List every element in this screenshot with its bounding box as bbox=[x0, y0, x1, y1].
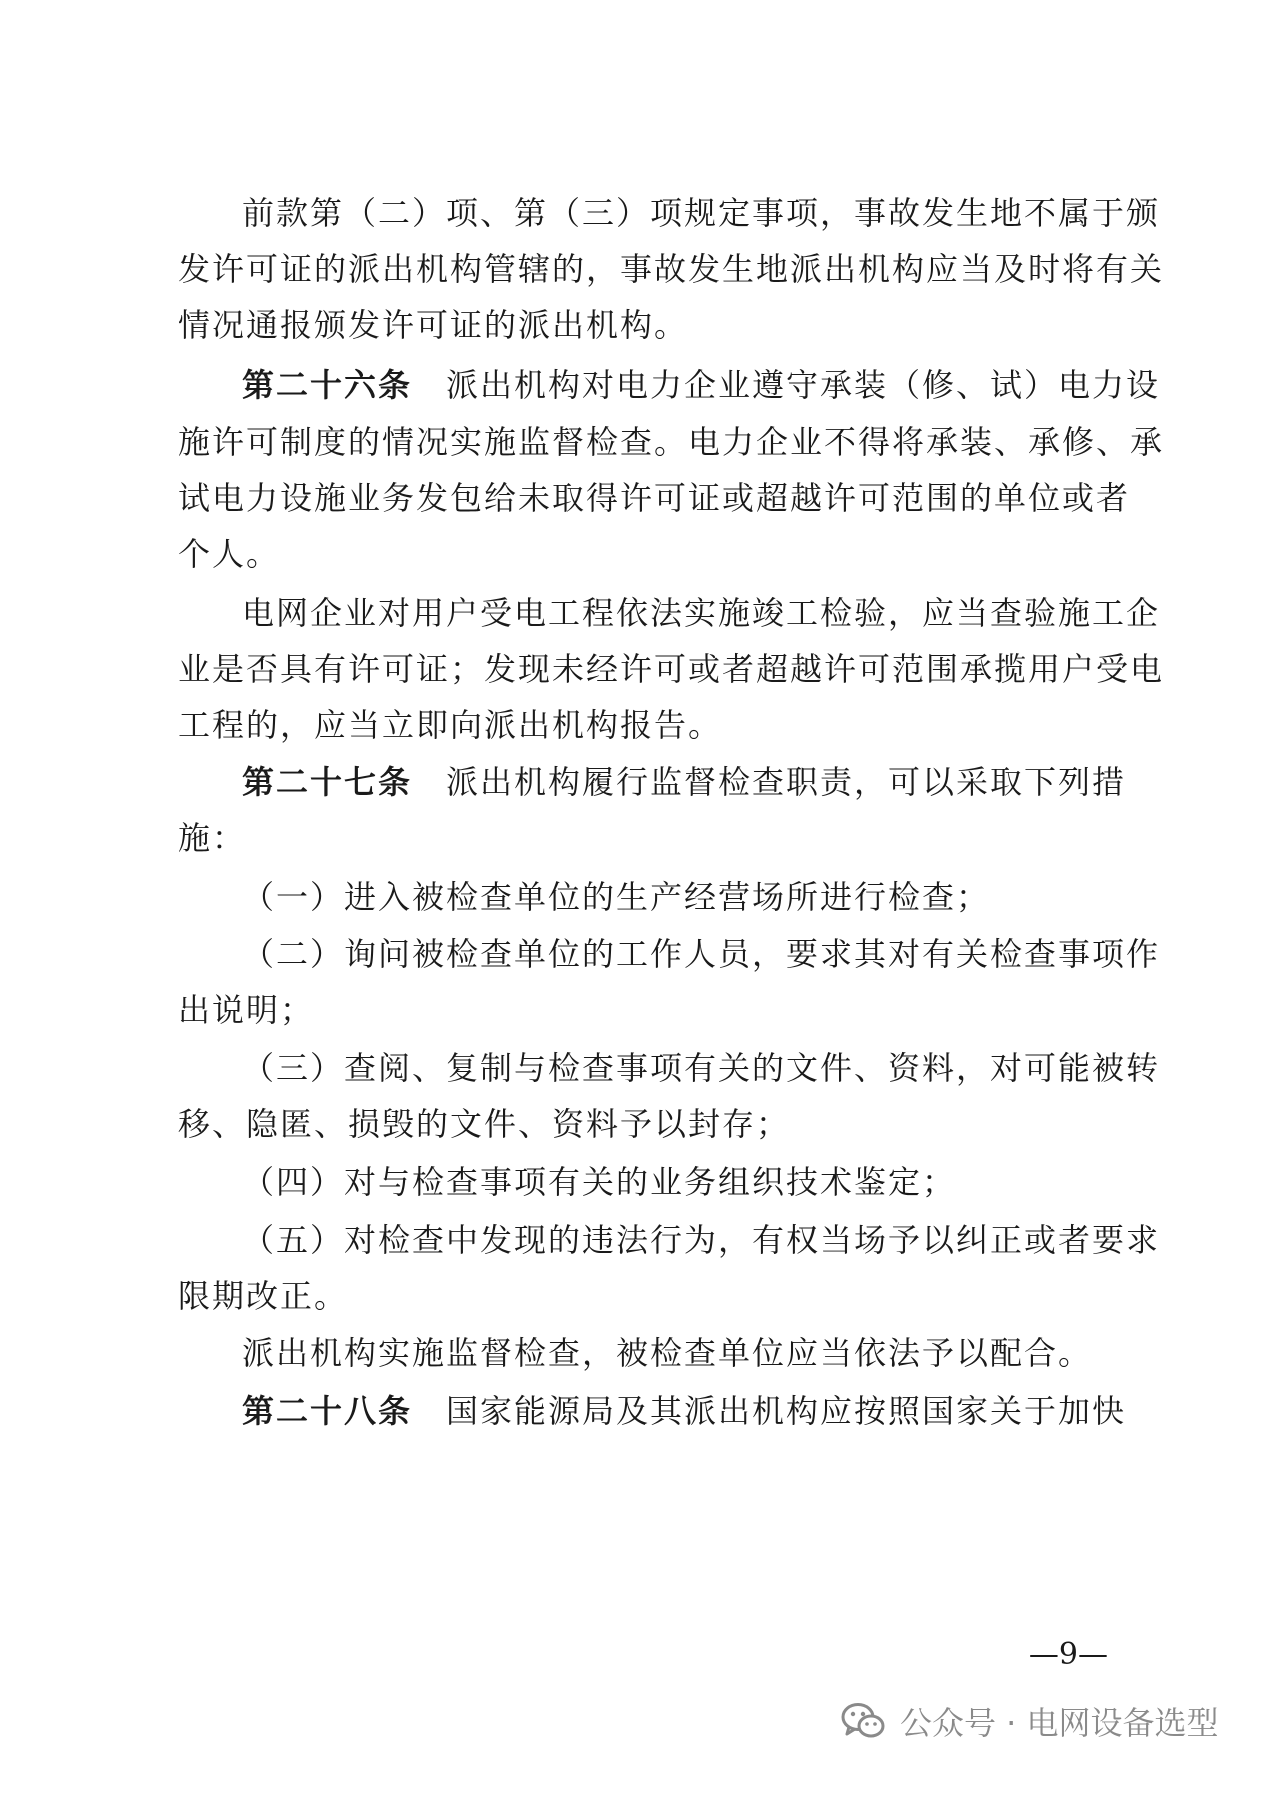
paragraph-line: 情况通报颁发许可证的派出机构。 bbox=[178, 306, 689, 344]
article-27-first-line: 第二十七条 派出机构履行监督检查职责，可以采取下列措 bbox=[242, 763, 1127, 801]
article-heading: 第二十六条 bbox=[242, 366, 413, 404]
article-heading: 第二十八条 bbox=[242, 1392, 413, 1430]
list-item: （三）查阅、复制与检查事项有关的文件、资料，对可能被转 bbox=[242, 1049, 1161, 1087]
paragraph-line: 试电力设施业务发包给未取得许可证或超越许可范围的单位或者 bbox=[178, 479, 1131, 517]
watermark-text: 公众号 · 电网设备选型 bbox=[900, 1704, 1219, 1742]
watermark bbox=[840, 1693, 1250, 1749]
list-item: （四）对与检查事项有关的业务组织技术鉴定； bbox=[242, 1163, 957, 1201]
paragraph-line: 个人。 bbox=[178, 535, 281, 573]
paragraph-line: 出说明； bbox=[178, 991, 315, 1029]
article-26-first-line: 第二十六条 派出机构对电力企业遵守承装（修、试）电力设 bbox=[242, 366, 1161, 404]
article-28-first-line: 第二十八条 国家能源局及其派出机构应按照国家关于加快 bbox=[242, 1392, 1127, 1430]
paragraph-line: 限期改正。 bbox=[178, 1277, 349, 1315]
paragraph-line: 业是否具有许可证；发现未经许可或者超越许可范围承揽用户受电 bbox=[178, 650, 1165, 688]
paragraph-line: 工程的，应当立即向派出机构报告。 bbox=[178, 706, 723, 744]
article-heading: 第二十七条 bbox=[242, 763, 413, 801]
paragraph-line: 前款第（二）项、第（三）项规定事项，事故发生地不属于颁 bbox=[242, 194, 1161, 232]
page-number: —9— bbox=[1028, 1637, 1108, 1672]
list-item: （二）询问被检查单位的工作人员，要求其对有关检查事项作 bbox=[242, 935, 1161, 973]
paragraph-line: 电网企业对用户受电工程依法实施竣工检验，应当查验施工企 bbox=[242, 594, 1161, 632]
wechat-icon bbox=[840, 1701, 886, 1741]
paragraph-line: 施： bbox=[178, 819, 247, 857]
list-item: （五）对检查中发现的违法行为，有权当场予以纠正或者要求 bbox=[242, 1221, 1161, 1259]
paragraph-line: 发许可证的派出机构管辖的，事故发生地派出机构应当及时将有关 bbox=[178, 250, 1165, 288]
paragraph-line: 派出机构实施监督检查，被检查单位应当依法予以配合。 bbox=[242, 1334, 1093, 1372]
paragraph-line: 施许可制度的情况实施监督检查。电力企业不得将承装、承修、承 bbox=[178, 423, 1165, 461]
list-item: （一）进入被检查单位的生产经营场所进行检查； bbox=[242, 878, 991, 916]
paragraph-line: 移、隐匿、损毁的文件、资料予以封存； bbox=[178, 1105, 791, 1143]
